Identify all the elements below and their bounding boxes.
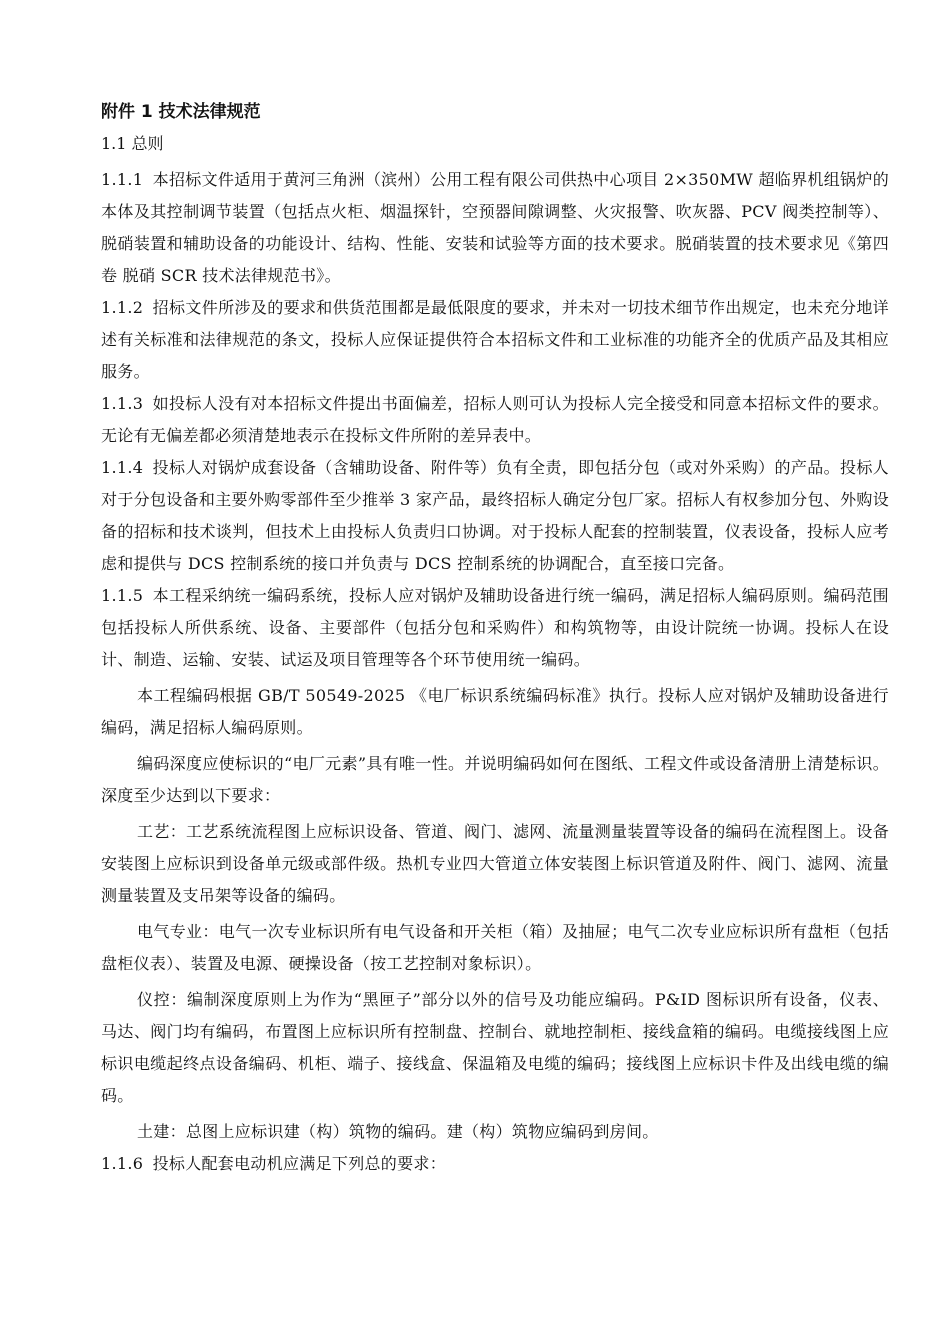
clause-number: 1.1.5	[101, 586, 144, 605]
clause-text: 招标文件所涉及的要求和供货范围都是最低限度的要求，并未对一切技术细节作出规定，也未充分地详述有关标准和法律规范的条文，投标人应保证提供符合本招标文件和工业标准的功能齐全的优质产品及其相应服务。	[101, 298, 889, 381]
coding-standard-paragraph: 本工程编码根据 GB/T 50549-2025 《电厂标识系统编码标准》执行。投标人应对锅炉及辅助设备进行编码，满足招标人编码原则。	[101, 686, 889, 737]
clause-text: 投标人对锅炉成套设备（含辅助设备、附件等）负有全责，即包括分包（或对外采购）的产品。投标人对于分包设备和主要外购零部件至少推举 3 家产品，最终招标人确定分包厂家。招标人有权参加分包、外购设备的招标和技术谈判，但技术上由投标人负责归口协调。对于投标人配套的控制装置，仪表设备，投标人应考虑和提供与 DCS 控制系统的接口并负责与 DCS 控制系统的协调配合，直至接口完备。	[101, 458, 889, 573]
clause-number: 1.1.4	[101, 458, 144, 477]
civil-coding-paragraph: 土建：总图上应标识建（构）筑物的编码。建（构）筑物应编码到房间。	[137, 1122, 659, 1141]
instrument-coding-paragraph: 仪控：编制深度原则上为作为“黑匣子”部分以外的信号及功能应编码。P&ID 图标识所有设备，仪表、马达、阀门均有编码，布置图上应标识所有控制盘、控制台、就地控制柜、接线盒箱的编码。电缆接线图上应标识电缆起终点设备编码、机柜、端子、接线盒、保温箱及电缆的编码；接线图上应标识卡件及出线电缆的编码。	[101, 990, 889, 1105]
clause-1-1-4	[101, 452, 889, 580]
clause-number: 1.1.2	[101, 298, 144, 317]
clause-1-1-3	[101, 388, 889, 452]
clause-1-1-2	[101, 292, 889, 388]
process-coding-paragraph: 工艺：工艺系统流程图上应标识设备、管道、阀门、滤网、流量测量装置等设备的编码在流程图上。设备安装图上应标识到设备单元级或部件级。热机专业四大管道立体安装图上标识管道及附件、阀门、滤网、流量测量装置及支吊架等设备的编码。	[101, 822, 889, 905]
document-page	[101, 96, 889, 1180]
clause-text: 本招标文件适用于黄河三角洲（滨州）公用工程有限公司供热中心项目 2×350MW 超临界机组锅炉的本体及其控制调节装置（包括点火柜、烟温探针，空预器间隙调整、火灾报警、吹灰器、PCV 阀类控制等）、脱硝装置和辅助设备的功能设计、结构、性能、安装和试验等方面的技术要求。脱硝装置的技术要求见《第四卷 脱硝 SCR 技术法律规范书》。	[101, 170, 890, 285]
clause-number: 1.1.6	[101, 1154, 144, 1173]
document-title: 附件 1 技术法律规范	[101, 102, 261, 122]
clause-1-1-1	[101, 164, 889, 292]
clause-number: 1.1.3	[101, 394, 144, 413]
coding-depth-paragraph: 编码深度应使标识的“电厂元素”具有唯一性。并说明编码如何在图纸、工程文件或设备清册上清楚标识。深度至少达到以下要求：	[101, 754, 889, 805]
clause-number: 1.1.1	[101, 170, 144, 189]
clause-1-1-5	[101, 580, 889, 676]
section-heading: 1.1 总则	[101, 134, 164, 153]
clause-text: 本工程采纳统一编码系统，投标人应对锅炉及辅助设备进行统一编码，满足招标人编码原则。编码范围包括投标人所供系统、设备、主要部件（包括分包和采购件）和构筑物等，由设计院统一协调。投标人在设计、制造、运输、安装、试运及项目管理等各个环节使用统一编码。	[101, 586, 889, 669]
electrical-coding-paragraph: 电气专业：电气一次专业标识所有电气设备和开关柜（箱）及抽屉；电气二次专业应标识所有盘柜（包括盘柜仪表）、装置及电源、硬操设备（按工艺控制对象标识）。	[101, 922, 889, 973]
clause-1-1-6	[101, 1148, 889, 1180]
clause-text: 投标人配套电动机应满足下列总的要求：	[152, 1154, 447, 1173]
clause-text: 如投标人没有对本招标文件提出书面偏差，招标人则可认为投标人完全接受和同意本招标文件的要求。无论有无偏差都必须清楚地表示在投标文件所附的差异表中。	[101, 394, 889, 445]
